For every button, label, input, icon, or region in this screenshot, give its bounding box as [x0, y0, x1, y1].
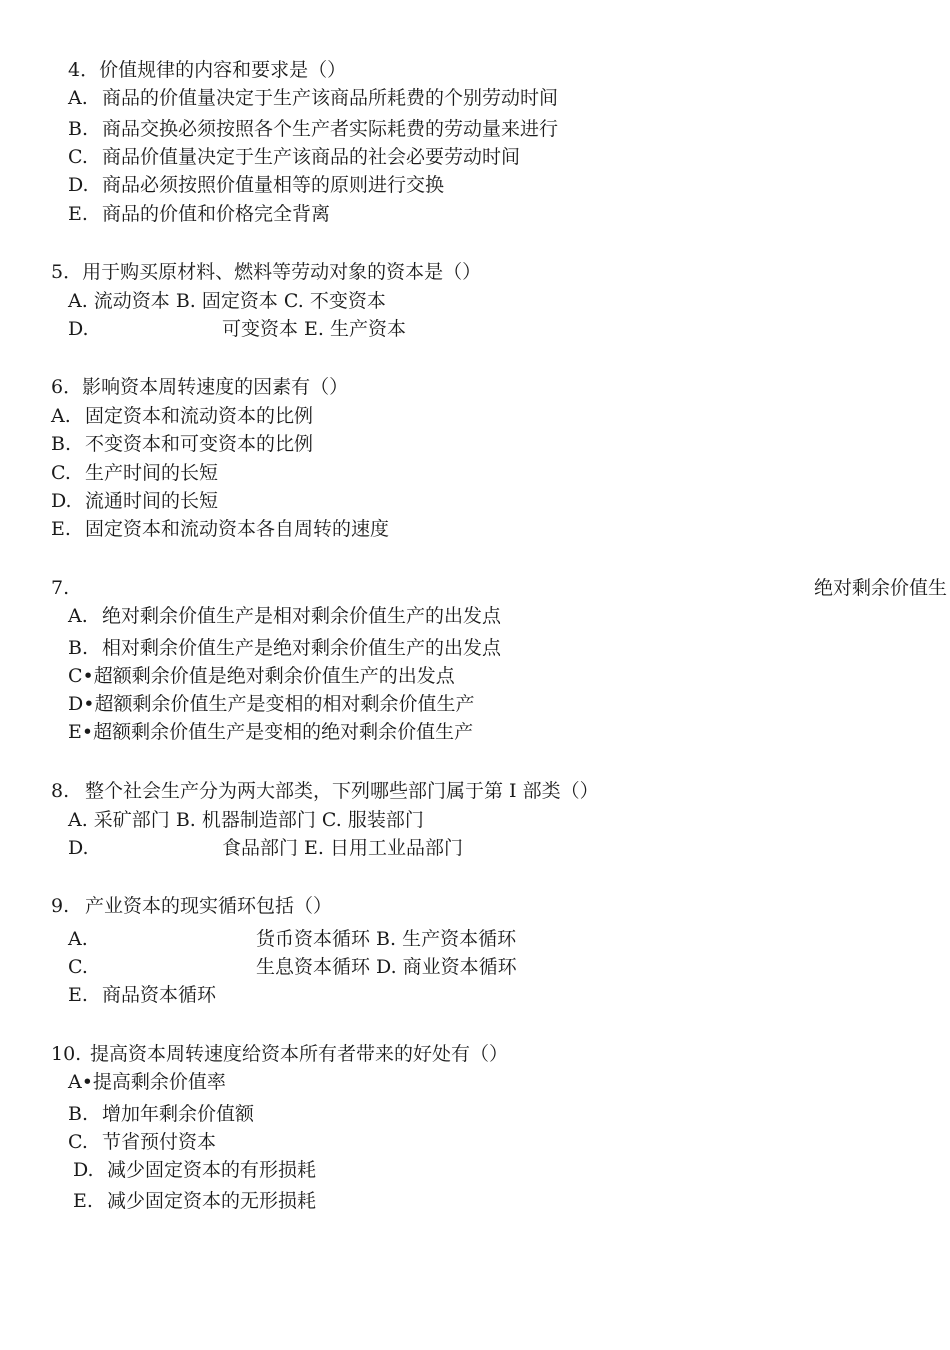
- option-label: C.: [68, 1131, 88, 1153]
- option-label: C.: [68, 956, 88, 978]
- option-label: A.: [68, 928, 88, 950]
- question-7-option-a: [68, 604, 501, 628]
- option-label: B.: [68, 118, 89, 140]
- option-text: 节省预付资本: [102, 1131, 217, 1153]
- option-label: D.: [68, 174, 89, 196]
- question-7-option-c: C•超额剩余价值是绝对剩余价值生产的出发点: [68, 665, 455, 687]
- option-text: 固定资本和流动资本的比例: [85, 405, 314, 427]
- question-6-option-e: [51, 517, 389, 541]
- question-5-options-line-2: [68, 317, 406, 341]
- question-number: 9.: [51, 895, 70, 917]
- question-number: 10.: [51, 1043, 82, 1065]
- option-text: 商品资本循环: [102, 984, 217, 1006]
- option-text: 绝对剩余价值生产是相对剩余价值生产的出发点: [102, 605, 502, 627]
- question-6-option-a: [51, 404, 313, 428]
- option-text: 固定资本和流动资本各自周转的速度: [85, 518, 390, 540]
- question-4-stem: 4．价值规律的内容和要求是（）: [68, 59, 347, 81]
- option-text: 商品交换必须按照各个生产者实际耗费的劳动量来进行: [102, 118, 559, 140]
- question-5-options-line-1: A. 流动资本 B. 固定资本 C. 不变资本: [68, 290, 386, 312]
- option-text: 流通时间的长短: [85, 490, 219, 512]
- option-label: C.: [51, 462, 71, 484]
- question-10-option-c: [68, 1130, 216, 1154]
- option-label: E.: [68, 203, 88, 225]
- question-10-stem: [51, 1042, 508, 1066]
- question-7-number: 7.: [51, 577, 70, 599]
- question-4-option-a: [68, 86, 558, 110]
- option-label: A.: [68, 605, 88, 627]
- question-8-stem: [51, 779, 599, 803]
- option-label: D.: [73, 1159, 94, 1181]
- option-label: D.: [68, 318, 89, 340]
- question-6-stem: 6．影响资本周转速度的因素有（）: [51, 376, 349, 398]
- option-text: 增加年剩余价值额: [102, 1103, 255, 1125]
- option-text: 减少固定资本的无形损耗: [107, 1190, 317, 1212]
- question-text: 产业资本的现实循环包括（）: [85, 895, 333, 917]
- question-10-option-d: [73, 1158, 316, 1182]
- option-text: 减少固定资本的有形损耗: [107, 1159, 317, 1181]
- option-label: C.: [68, 146, 88, 168]
- option-label: A.: [51, 405, 71, 427]
- option-text: 货币资本循环 B. 生产资本循环: [256, 928, 517, 950]
- option-label: D.: [51, 490, 72, 512]
- question-10-option-a: A•提高剩余价值率: [68, 1071, 226, 1093]
- question-4-option-c: [68, 145, 520, 169]
- option-label: A.: [68, 87, 88, 109]
- option-label: B.: [68, 637, 89, 659]
- option-text: 商品的价值量决定于生产该商品所耗费的个别劳动时间: [102, 87, 559, 109]
- question-7-option-b: [68, 636, 501, 660]
- question-number: 8.: [51, 780, 70, 802]
- question-10-option-b: [68, 1102, 254, 1126]
- question-9-stem: [51, 894, 332, 918]
- option-text: 食品部门 E. 日用工业品部门: [222, 837, 463, 859]
- question-6-option-b: [51, 432, 313, 456]
- option-label: B.: [51, 433, 72, 455]
- option-text: 生产时间的长短: [85, 462, 219, 484]
- question-6-option-c: [51, 461, 218, 485]
- option-text: 商品的价值和价格完全背离: [102, 203, 331, 225]
- question-9-option-e: [68, 983, 216, 1007]
- question-10-option-e: [73, 1189, 316, 1213]
- question-9-options-line-1: [68, 927, 516, 951]
- option-label: E.: [68, 984, 88, 1006]
- question-8-options-line-1: A. 采矿部门 B. 机器制造部门 C. 服装部门: [68, 809, 424, 831]
- question-7-stem: 绝对剩余价值生: [814, 577, 948, 599]
- option-text: 商品必须按照价值量相等的原则进行交换: [102, 174, 445, 196]
- option-label: E.: [73, 1190, 93, 1212]
- question-7-option-e: E•超额剩余价值生产是变相的绝对剩余价值生产: [68, 721, 474, 743]
- question-text: 提高资本周转速度给资本所有者带来的好处有（）: [90, 1043, 509, 1065]
- option-text: 生息资本循环 D. 商业资本循环: [256, 956, 517, 978]
- option-label: B.: [68, 1103, 89, 1125]
- question-4-option-e: [68, 202, 330, 226]
- option-label: D.: [68, 837, 89, 859]
- question-4-option-d: [68, 173, 444, 197]
- question-text: 整个社会生产分为两大部类，下列哪些部门属于第 I 部类（）: [85, 780, 599, 802]
- question-5-stem: 5．用于购买原材料、燃料等劳动对象的资本是（）: [51, 261, 482, 283]
- question-6-option-d: [51, 489, 218, 513]
- question-9-options-line-2: [68, 955, 517, 979]
- option-text: 可变资本 E. 生产资本: [222, 318, 406, 340]
- option-text: 相对剩余价值生产是绝对剩余价值生产的出发点: [102, 637, 502, 659]
- option-text: 商品价值量决定于生产该商品的社会必要劳动时间: [102, 146, 521, 168]
- option-text: 不变资本和可变资本的比例: [85, 433, 314, 455]
- question-8-options-line-2: [68, 836, 463, 860]
- question-7-option-d: D•超额剩余价值生产是变相的相对剩余价值生产: [68, 693, 475, 715]
- option-label: E.: [51, 518, 71, 540]
- question-4-option-b: [68, 117, 558, 141]
